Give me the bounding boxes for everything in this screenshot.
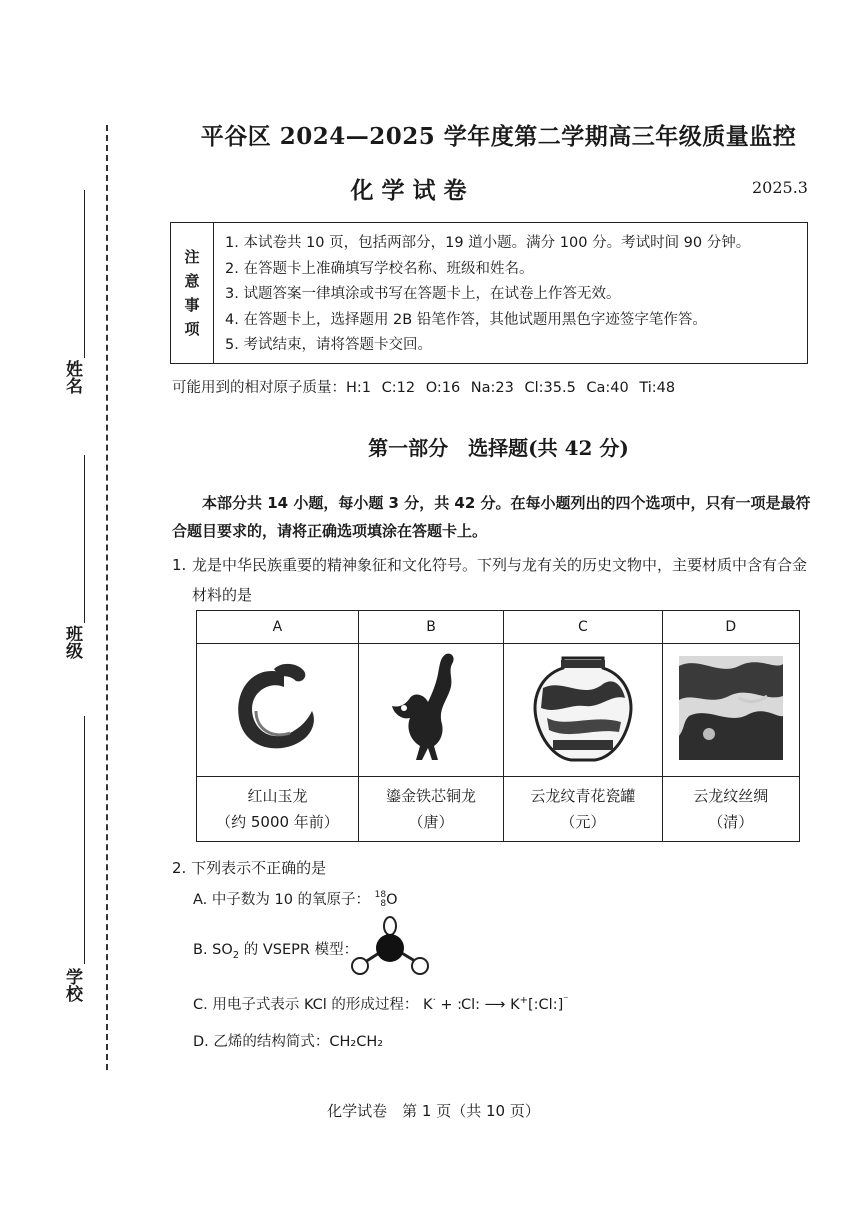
notice-box <box>170 222 808 364</box>
part1-intro: 本部分共 14 小题，每小题 3 分，共 42 分。在每小题列出的四个选项中，只有一项是最符合题目要求的，请将正确选项填涂在答题卡上。 <box>172 494 811 540</box>
page-footer: 化学试卷 第 1 页（共 10 页） <box>327 1102 540 1120</box>
question-2-stem: 2. 下列表示不正确的是 <box>172 859 327 877</box>
vsepr-model-icon <box>348 916 432 978</box>
exam-title: 平谷区 2024—2025 学年度第二学期高三年级质量监控 <box>200 123 797 150</box>
part1-title: 第一部分 选择题(共 42 分) <box>368 436 629 460</box>
q2-option-a: A. 中子数为 10 的氧原子： 18 8 O <box>193 890 398 909</box>
name-label: 姓名 <box>62 360 82 394</box>
atomic-masses: 可能用到的相对原子质量：H:1 C:12 O:16 Na:23 Cl:35.5 Ca:40 Ti:48 <box>172 380 676 396</box>
bronze-dragon-icon <box>376 648 486 768</box>
jade-dragon-image <box>197 644 359 777</box>
q2-option-c: C. 用电子式表示 KCl 的形成过程： K· + :Cl: ⟶ K+[:Cl:]⁻ <box>193 995 569 1013</box>
option-letter: C <box>504 611 662 644</box>
jade-dragon-icon <box>222 653 332 763</box>
exam-subtitle: 化学试卷 <box>350 177 475 204</box>
q2-option-d: D. 乙烯的结构简式：CH₂CH₂ <box>193 1034 384 1050</box>
notice-item: 2. 在答题卡上准确填写学校名称、班级和姓名。 <box>225 260 534 277</box>
porcelain-jar-image <box>504 644 662 777</box>
notice-list <box>225 231 750 359</box>
silk-dragon-image <box>662 644 799 777</box>
option-caption: 云龙纹丝绸 （清） <box>662 777 799 842</box>
option-caption: 云龙纹青花瓷罐 （元） <box>504 777 662 842</box>
question-1 <box>172 550 812 610</box>
option-letter: B <box>358 611 503 644</box>
silk-dragon-icon <box>679 656 783 760</box>
notice-item: 4. 在答题卡上，选择题用 2B 铅笔作答，其他试题用黑色字迹签字笔作答。 <box>225 311 707 328</box>
question-text: 龙是中华民族重要的精神象征和文化符号。下列与龙有关的历史文物中，主要材质中含有合金材料的是 <box>192 556 808 604</box>
notice-item: 5. 考试结束，请将答题卡交回。 <box>225 337 432 353</box>
artifact-table <box>196 610 800 842</box>
cut-line <box>106 125 108 1070</box>
isotope-numbers: 18 8 <box>374 890 387 909</box>
option-caption: 红山玉龙 （约 5000 年前） <box>197 777 359 842</box>
class-write-line <box>84 455 85 623</box>
option-letter: D <box>662 611 799 644</box>
option-letter: A <box>197 611 359 644</box>
exam-date: 2025.3 <box>752 178 808 197</box>
option-caption: 鎏金铁芯铜龙 （唐） <box>358 777 503 842</box>
school-label: 学校 <box>62 968 82 1002</box>
notice-item: 3. 试题答案一律填涂或书写在答题卡上，在试卷上作答无效。 <box>225 286 621 302</box>
q2-option-b: B. $SO_2$ 的 VSEPR 模型： <box>193 942 359 961</box>
bronze-dragon-image <box>358 644 503 777</box>
school-write-line <box>84 716 85 964</box>
question-number: 1. <box>172 556 187 574</box>
notice-heading: 注 意 事 项 <box>171 223 214 363</box>
name-write-line <box>84 190 85 358</box>
class-label: 班级 <box>62 625 82 659</box>
porcelain-jar-icon <box>523 648 643 768</box>
notice-item: 1. 本试卷共 10 页，包括两部分，19 道小题。满分 100 分。考试时间 90 分钟。 <box>225 235 751 251</box>
